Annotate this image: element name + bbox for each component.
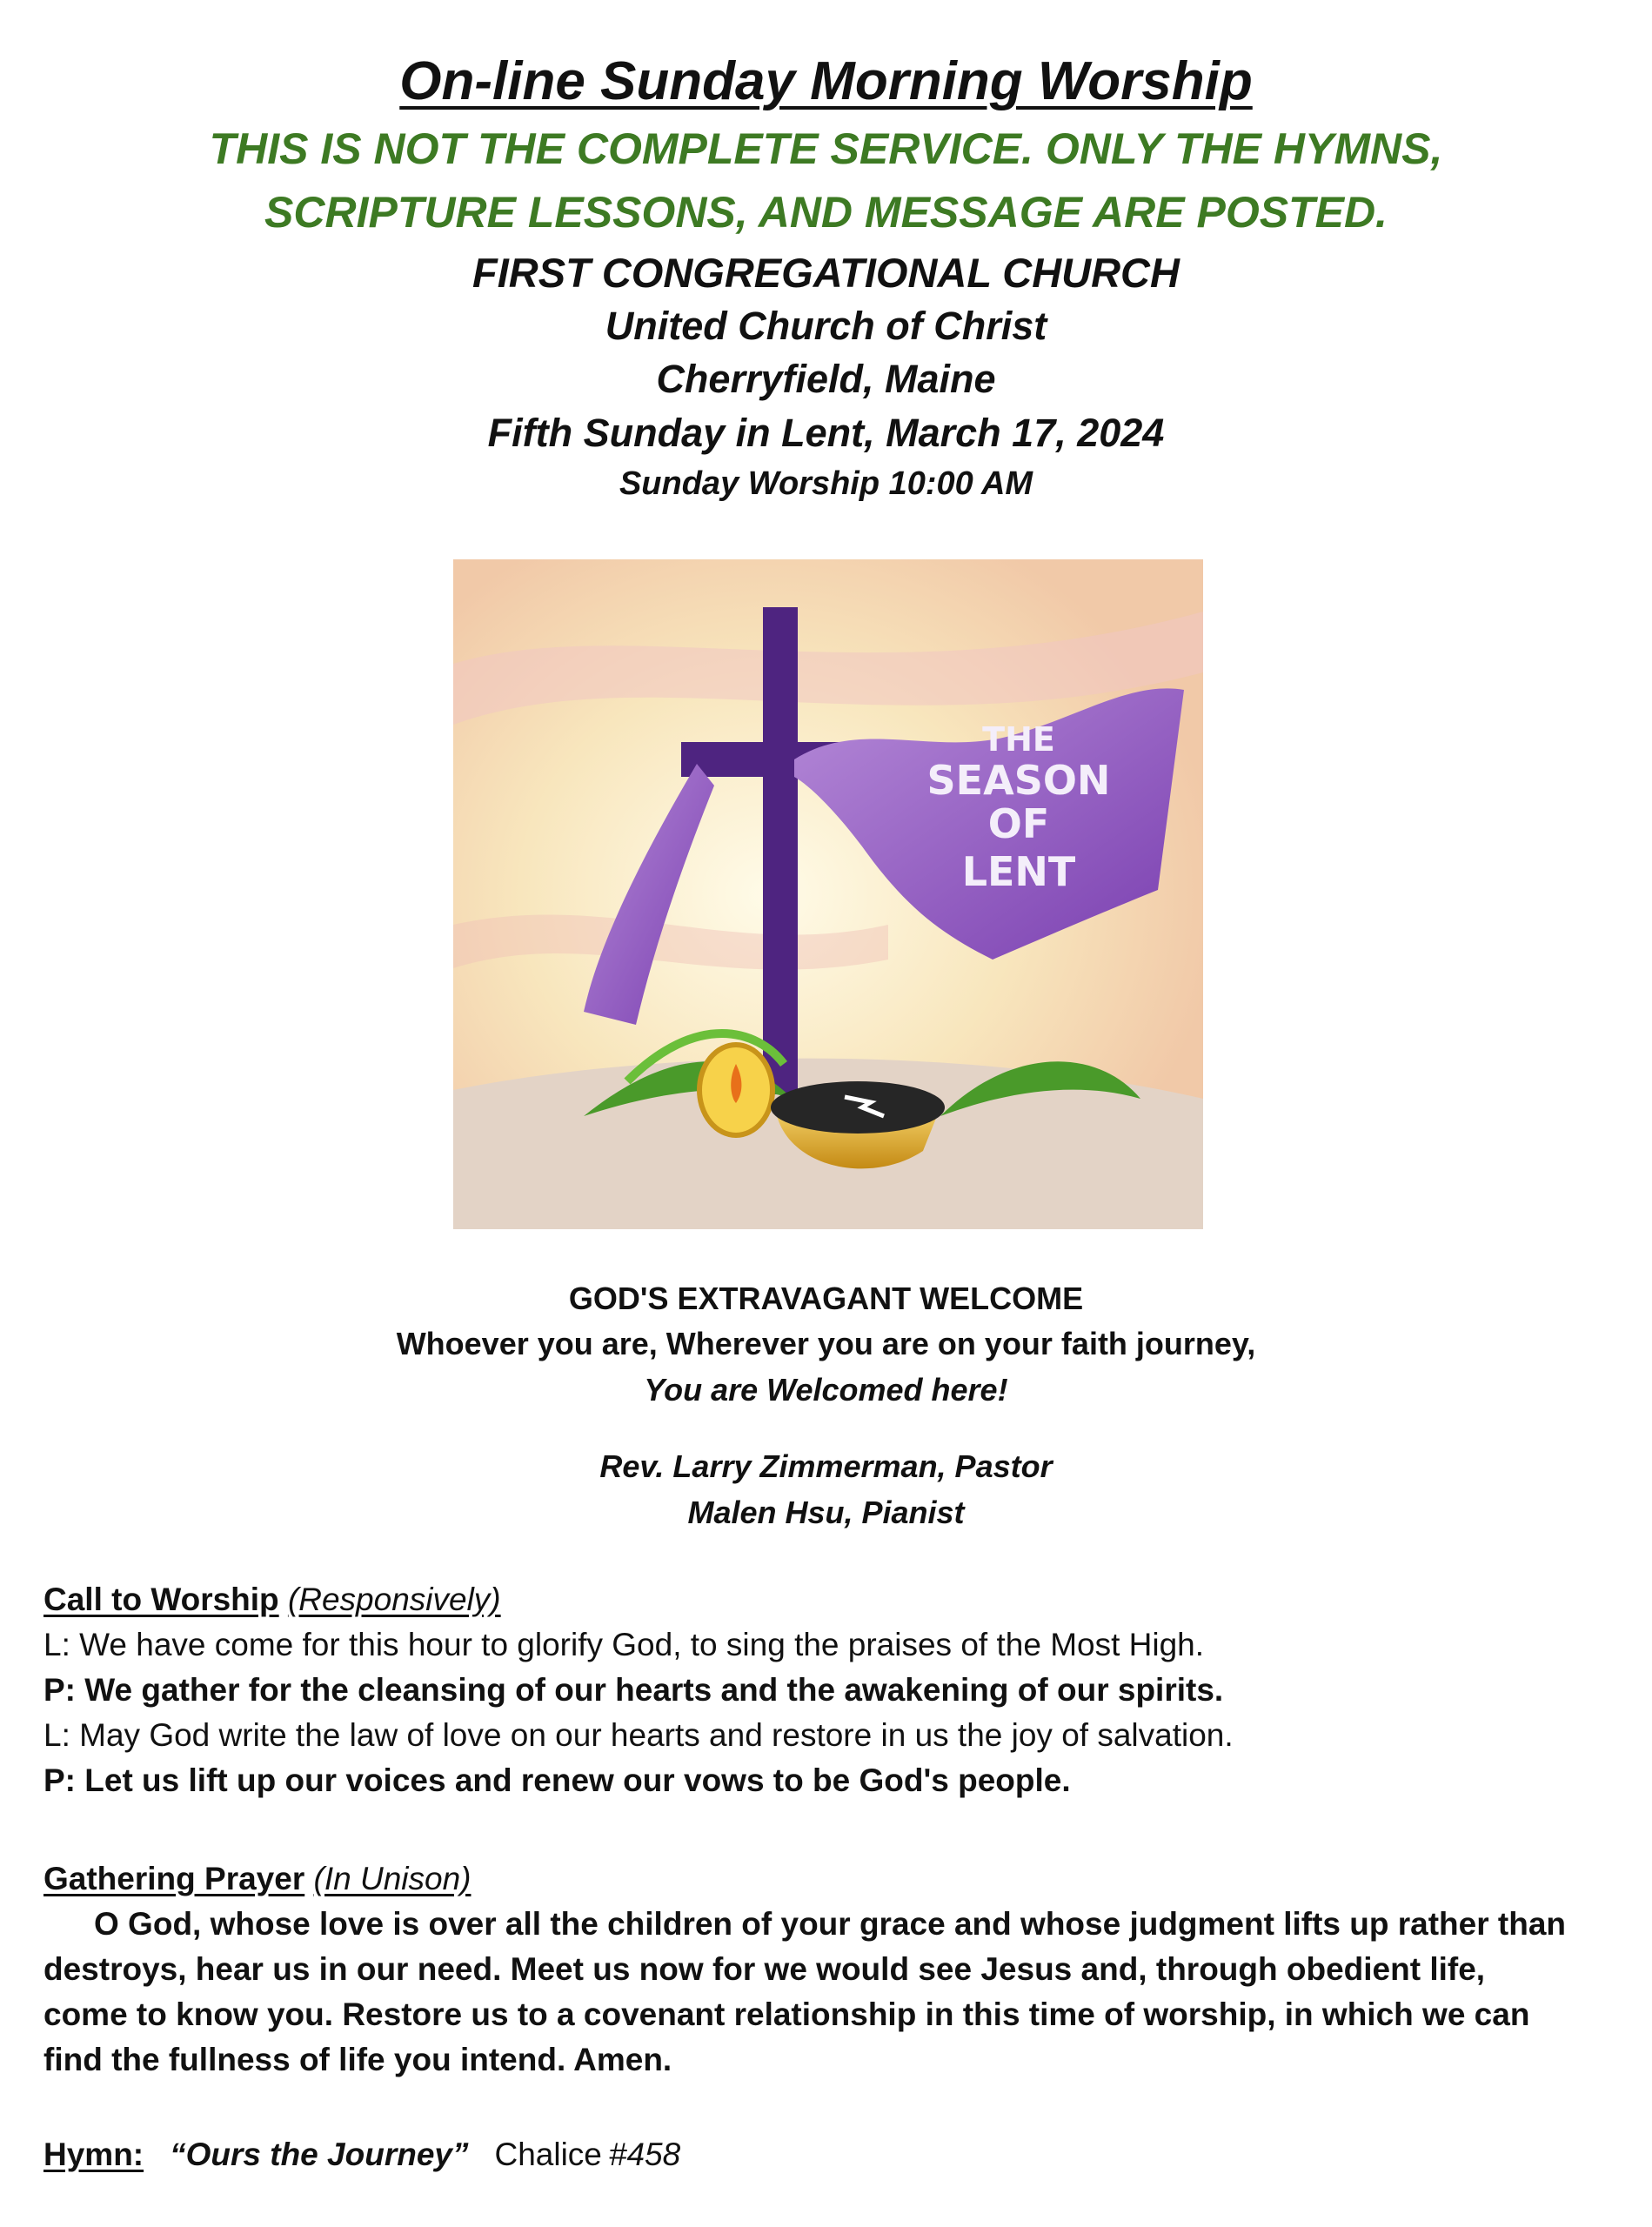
call-to-worship-heading: Call to Worship (43, 1582, 279, 1617)
call-to-worship-subheading: (Responsively) (287, 1582, 501, 1617)
call-to-worship-heading-row (43, 1577, 1609, 1622)
pastor-name: Rev. Larry Zimmerman, Pastor (599, 1448, 1053, 1484)
service-occasion: Fifth Sunday in Lent, March 17, 2024 (487, 411, 1165, 455)
page-title: On-line Sunday Morning Worship (399, 51, 1253, 111)
prayer-line: O God, whose love is over all the children of your grace and whose judgment lifts up rather than (94, 1906, 1567, 1942)
gathering-prayer-heading: Gathering Prayer (43, 1861, 305, 1896)
banner-line: LENT (961, 848, 1076, 895)
banner-line: THE (982, 720, 1055, 759)
people-line: P: We gather for the cleansing of our hearts and the awakening of our spirits. (43, 1672, 1224, 1708)
welcome-heading: GOD'S EXTRAVAGANT WELCOME (568, 1281, 1084, 1316)
prayer-line: destroys, hear us in our need. Meet us now for we would see Jesus and, through obedient life, (43, 1951, 1486, 1987)
hymn-title: “Ours the Journey” (170, 2137, 469, 2172)
banner-line: OF (987, 800, 1050, 847)
leader-line: L: May God write the law of love on our hearts and restore in us the joy of salvation. (43, 1717, 1234, 1753)
service-time: Sunday Worship 10:00 AM (619, 465, 1033, 502)
call-to-worship-section (43, 1577, 1609, 1803)
hymn-section (43, 2132, 1609, 2177)
denomination: United Church of Christ (605, 304, 1047, 348)
prayer-line: come to know you. Restore us to a covenant relationship in this time of worship, in which we can (43, 1996, 1530, 2032)
notice-line-1: THIS IS NOT THE COMPLETE SERVICE. ONLY THE HYMNS, (209, 124, 1443, 173)
welcome-line-1: Whoever you are, Wherever you are on your faith journey, (396, 1326, 1256, 1361)
cross-upright (763, 607, 798, 1094)
leader-line: L: We have come for this hour to glorify God, to sing the praises of the Most High. (43, 1627, 1205, 1662)
welcome-line-2: You are Welcomed here! (644, 1372, 1008, 1408)
lent-illustration (453, 559, 1203, 1229)
hymnal-name: Chalice (494, 2137, 602, 2172)
people-line: P: Let us lift up our voices and renew our vows to be God's people. (43, 1762, 1071, 1798)
hymn-label: Hymn: (43, 2137, 144, 2172)
pianist-name: Malen Hsu, Pianist (687, 1495, 965, 1530)
hymn-number: #458 (608, 2137, 681, 2172)
banner-line: SEASON (926, 757, 1111, 804)
notice-line-2: SCRIPTURE LESSONS, AND MESSAGE ARE POSTED. (264, 188, 1388, 237)
gathering-prayer-heading-row (43, 1856, 1609, 1902)
church-name: FIRST CONGREGATIONAL CHURCH (472, 250, 1180, 296)
ashes (771, 1081, 945, 1134)
gathering-prayer-subheading: (In Unison) (313, 1861, 472, 1896)
church-location: Cherryfield, Maine (656, 357, 996, 401)
prayer-line: find the fullness of life you intend. Amen. (43, 2042, 672, 2077)
gathering-prayer-section (43, 1856, 1609, 2083)
